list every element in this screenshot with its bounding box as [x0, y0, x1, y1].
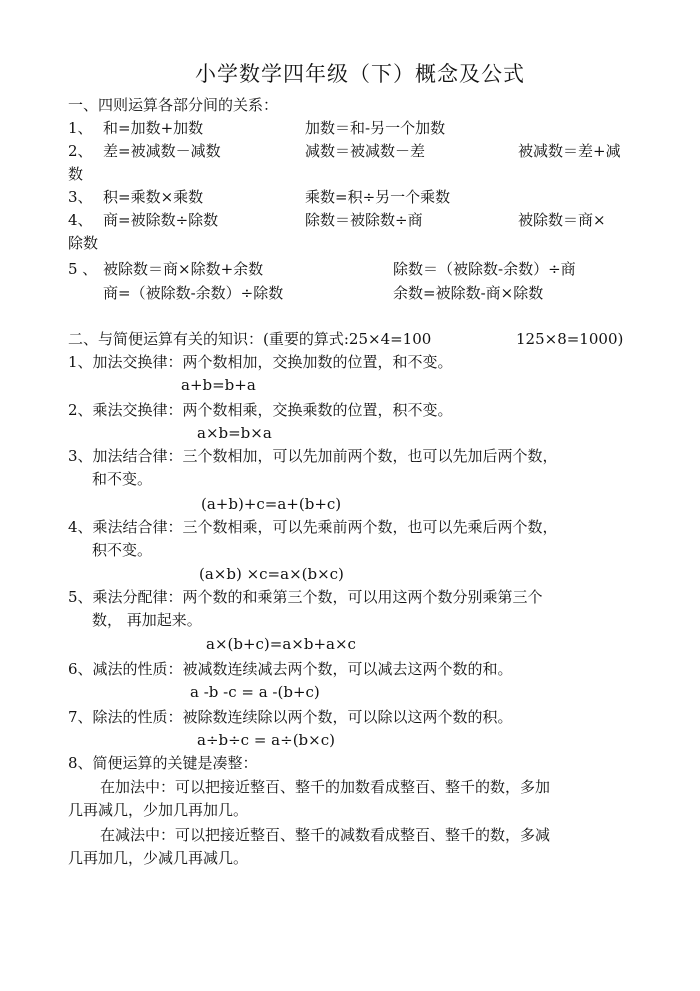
relation-2-continuation: 数 — [68, 165, 84, 183]
relation-4-formula-a: 商=被除数÷除数 — [103, 211, 219, 229]
law-2-text: 2、乘法交换律：两个数相乘，交换乘数的位置，积不变。 — [68, 401, 453, 419]
relation-1-number: 1、 — [68, 119, 93, 137]
law-4-text: 4、乘法结合律：三个数相乘，可以先乘前两个数，也可以先乘后两个数， — [68, 518, 558, 536]
relation-5-formula-a: 被除数＝商×除数+余数 — [103, 260, 264, 278]
law-2-formula: a×b=b×a — [197, 424, 272, 442]
law-7-text: 7、除法的性质：被除数连续除以两个数，可以除以这两个数的积。 — [68, 708, 513, 726]
relation-5-formula-a2: 商=（被除数-余数）÷除数 — [103, 284, 284, 302]
law-4-text-cont: 积不变。 — [92, 541, 153, 559]
law-7-formula: a÷b÷c = a÷(b×c) — [197, 731, 335, 749]
law-5-text: 5、乘法分配律：两个数的和乘第三个数，可以用这两个数分别乘第三个 — [68, 588, 543, 606]
relation-4-number: 4、 — [68, 211, 93, 229]
subtraction-tip-line-1: 在减法中：可以把接近整百、整千的减数看成整百、整千的数，多减 — [100, 826, 551, 844]
relation-2-formula-c: 被减数＝差+减 — [518, 142, 621, 160]
law-8-text: 8、简便运算的关键是凑整： — [68, 754, 258, 772]
relation-3-formula-a: 积=乘数×乘数 — [103, 188, 204, 206]
relation-1-formula-b: 加数＝和-另一个加数 — [305, 119, 446, 137]
law-1-text: 1、加法交换律：两个数相加，交换加数的位置，和不变。 — [68, 353, 453, 371]
law-3-formula: (a+b)+c=a+(b+c) — [201, 495, 342, 513]
addition-tip-line-1: 在加法中：可以把接近整百、整千的加数看成整百、整千的数，多加 — [100, 778, 551, 796]
law-5-formula: a×(b+c)=a×b+a×c — [206, 635, 356, 653]
page-title: 小学数学四年级（下）概念及公式 — [195, 62, 525, 86]
law-4-formula: (a×b) ×c=a×(b×c) — [199, 565, 344, 583]
section-2-heading-formula: 125×8=1000) — [516, 330, 624, 348]
law-6-formula: a -b -c = a -(b+c) — [190, 683, 320, 701]
relation-2-formula-a: 差=被减数－减数 — [103, 142, 221, 160]
law-6-text: 6、减法的性质：被减数连续减去两个数，可以减去这两个数的和。 — [68, 660, 513, 678]
addition-tip-line-2: 几再减几，少加几再加几。 — [68, 801, 249, 819]
relation-2-number: 2、 — [68, 142, 93, 160]
relation-3-number: 3、 — [68, 188, 93, 206]
relation-4-formula-b: 除数＝被除数÷商 — [305, 211, 423, 229]
relation-4-formula-c: 被除数＝商× — [518, 211, 606, 229]
law-5-text-cont: 数， 再加起来。 — [92, 611, 202, 629]
relation-3-formula-b: 乘数=积÷另一个乘数 — [305, 188, 451, 206]
law-3-text-cont: 和不变。 — [92, 470, 153, 488]
section-2-heading: 二、与简便运算有关的知识：(重要的算式:25×4=100 — [68, 330, 432, 348]
relation-5-formula-b2: 余数=被除数-商×除数 — [393, 284, 544, 302]
relation-2-formula-b: 减数＝被减数－差 — [305, 142, 426, 160]
relation-4-continuation: 除数 — [68, 234, 99, 252]
relation-5-formula-b: 除数＝（被除数-余数）÷商 — [393, 260, 576, 278]
law-1-formula: a+b=b+a — [181, 376, 256, 394]
relation-1-formula-a: 和=加数+加数 — [103, 119, 204, 137]
section-1-heading: 一、四则运算各部分间的关系： — [68, 96, 279, 114]
subtraction-tip-line-2: 几再加几，少减几再减几。 — [68, 849, 249, 867]
relation-5-number: 5 、 — [68, 260, 98, 278]
law-3-text: 3、加法结合律：三个数相加，可以先加前两个数，也可以先加后两个数， — [68, 447, 558, 465]
